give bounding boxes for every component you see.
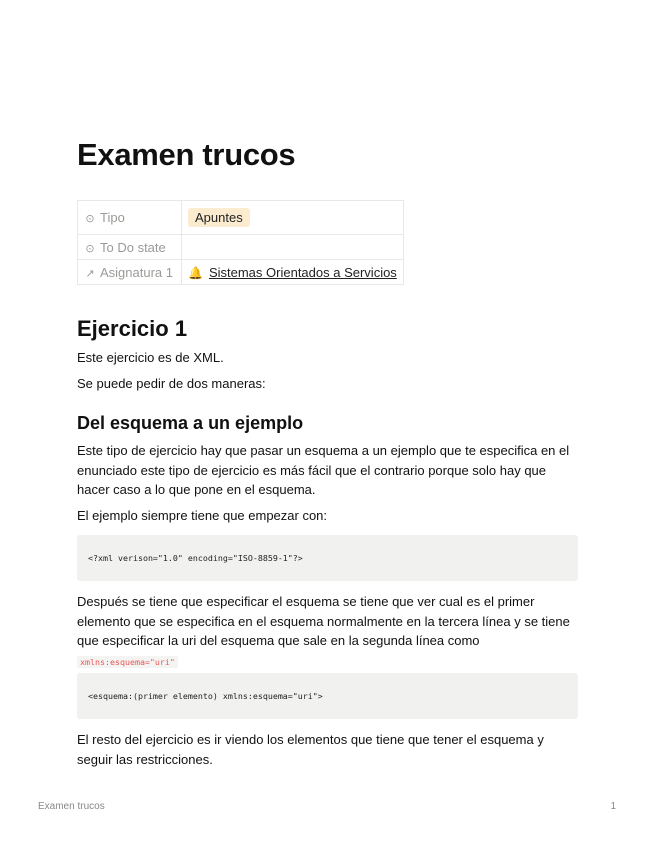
heading-ejercicio-1: Ejercicio 1 bbox=[77, 316, 188, 341]
property-key: To Do state bbox=[100, 239, 166, 255]
chevron-circle-icon: ⊙ bbox=[85, 242, 95, 255]
property-row-tipo bbox=[78, 201, 404, 235]
paragraph: El ejemplo siempre tiene que empezar con: bbox=[77, 508, 328, 523]
chevron-circle-icon: ⊙ bbox=[85, 213, 95, 225]
inline-code: xmlns:esquema="uri" bbox=[77, 656, 178, 668]
bell-icon: 🔔 bbox=[188, 265, 203, 280]
paragraph: Se puede pedir de dos maneras: bbox=[77, 376, 266, 391]
paragraph: Este ejercicio es de XML. bbox=[77, 350, 224, 365]
property-value-empty[interactable] bbox=[182, 235, 404, 260]
property-row-asignatura bbox=[78, 260, 404, 285]
paragraph: El resto del ejercicio es ir viendo los elementos que tiene que tener el esquema y seguir las restricciones. bbox=[77, 732, 544, 767]
paragraph-text: Después se tiene que especificar el esquema se tiene que ver cual es el primer elemento que se especifica en el esquema normalmente en la tercera línea y se tiene que especificar la uri del esquema que sale en la segunda línea como bbox=[77, 594, 570, 648]
property-row-todo-state bbox=[78, 235, 404, 260]
code-block: <esquema:(primer elemento) xmlns:esquema="uri"> bbox=[77, 673, 578, 719]
heading-del-esquema: Del esquema a un ejemplo bbox=[77, 413, 304, 433]
paragraph bbox=[77, 592, 578, 672]
page-number: 1 bbox=[610, 801, 616, 812]
relation-link[interactable]: Sistemas Orientados a Servicios bbox=[208, 264, 397, 280]
footer-title: Examen trucos bbox=[38, 801, 105, 812]
relation-arrow-icon: ↗ bbox=[85, 267, 95, 280]
property-key: Tipo bbox=[100, 210, 125, 225]
properties-table bbox=[77, 200, 404, 285]
paragraph: Este tipo de ejercicio hay que pasar un esquema a un ejemplo que te especifica en el enunciado este tipo de ejercicio es más fácil que el contrario porque solo hay que hacer caso a lo que pone en el esquema. bbox=[77, 443, 570, 497]
code-block: <?xml verison="1.0" encoding="ISO-8859-1"?> bbox=[77, 535, 578, 581]
select-tag[interactable]: Apuntes bbox=[188, 208, 250, 227]
property-key: Asignatura 1 bbox=[100, 264, 173, 280]
page-title: Examen trucos bbox=[77, 137, 296, 172]
